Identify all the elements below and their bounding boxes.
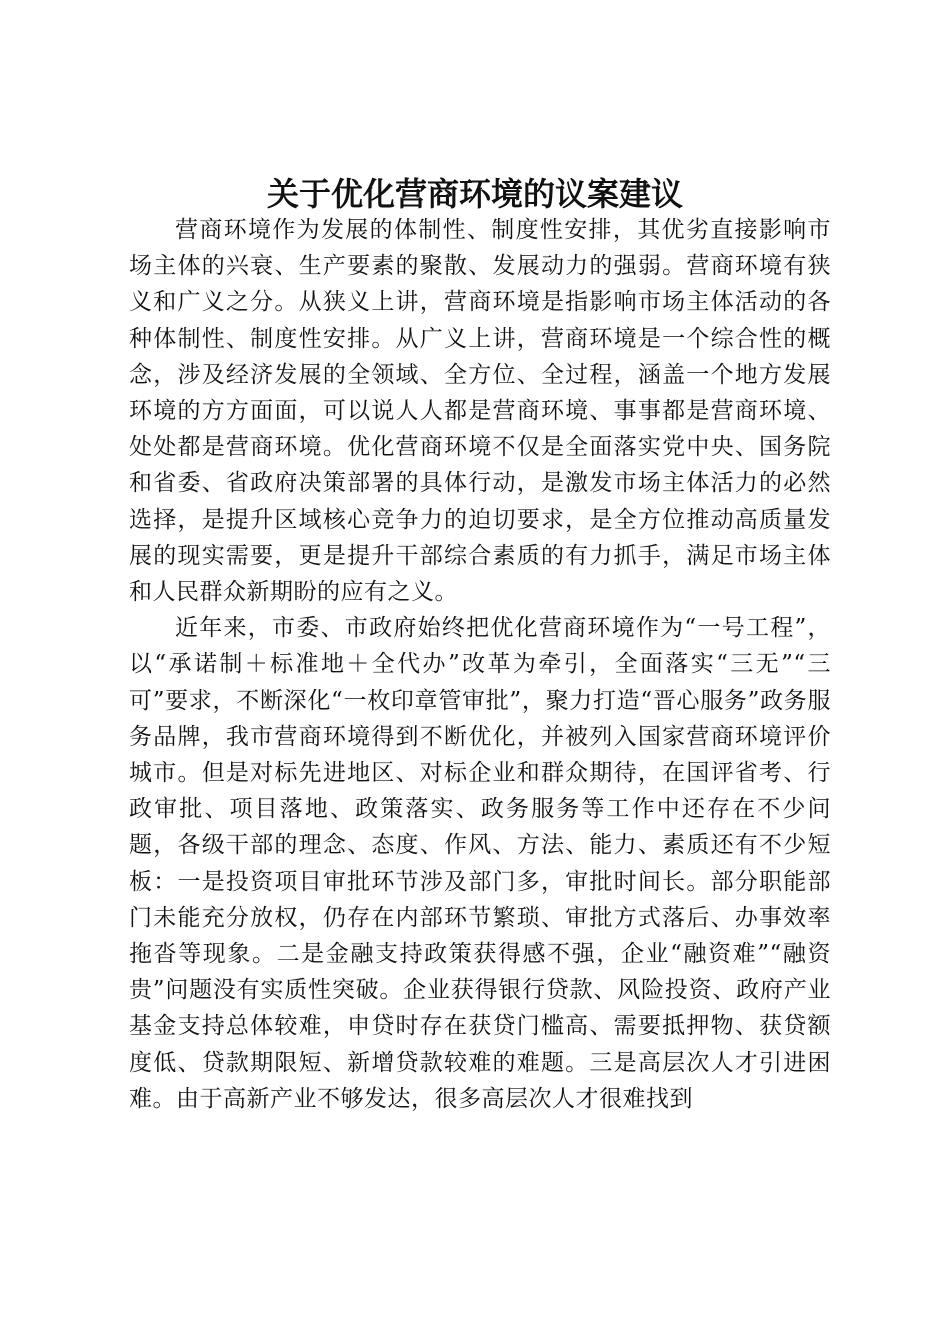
paragraph-2: 近年来，市委、市政府始终把优化营商环境作为“一号工程”，以“承诺制＋标准地＋全代办”改革为牵引，全面落实“三无”“三可”要求，不断深化“一枚印章管审批”，聚力打造“晋心服务”政务服务品牌，我市营商环境得到不断优化，并被列入国家营商环境评价城市。但是对标先进地区、对标企业和群众期待，在国评省考、行政审批、项目落地、政策落实、政务服务等工作中还存在不少问题，各级干部的理念、态度、作风、方法、能力、素质还有不少短板：一是投资项目审批环节涉及部门多，审批时间长。部分职能部门未能充分放权，仍存在内部环节繁琐、审批方式落后、办事效率拖沓等现象。二是金融支持政策获得感不强，企业“融资难”“融资贵”问题没有实质性突破。企业获得银行贷款、风险投资、政府产业基金支持总体较难，申贷时存在获贷门槛高、需要抵押物、获贷额度低、贷款期限短、新增贷款较难的难题。三是高层次人才引进困难。由于高新产业不够发达，很多高层次人才很难找到 [129,615,831,1112]
paragraph-1: 营商环境作为发展的体制性、制度性安排，其优劣直接影响市场主体的兴衰、生产要素的聚散、发展动力的强弱。营商环境有狭义和广义之分。从狭义上讲，营商环境是指影响市场主体活动的各种体制性、制度性安排。从广义上讲，营商环境是一个综合性的概念，涉及经济发展的全领域、全方位、全过程，涵盖一个地方发展环境的方方面面，可以说人人都是营商环境、事事都是营商环境、处处都是营商环境。优化营商环境不仅是全面落实党中央、国务院和省委、省政府决策部署的具体行动，是激发市场主体活力的必然选择，是提升区域核心竞争力的迫切要求，是全方位推动高质量发展的现实需要，更是提升干部综合素质的有力抓手，满足市场主体和人民群众新期盼的应有之义。 [129,217,831,606]
document-body [129,212,831,1117]
document-title: 关于优化营商环境的议案建议 [266,175,683,213]
